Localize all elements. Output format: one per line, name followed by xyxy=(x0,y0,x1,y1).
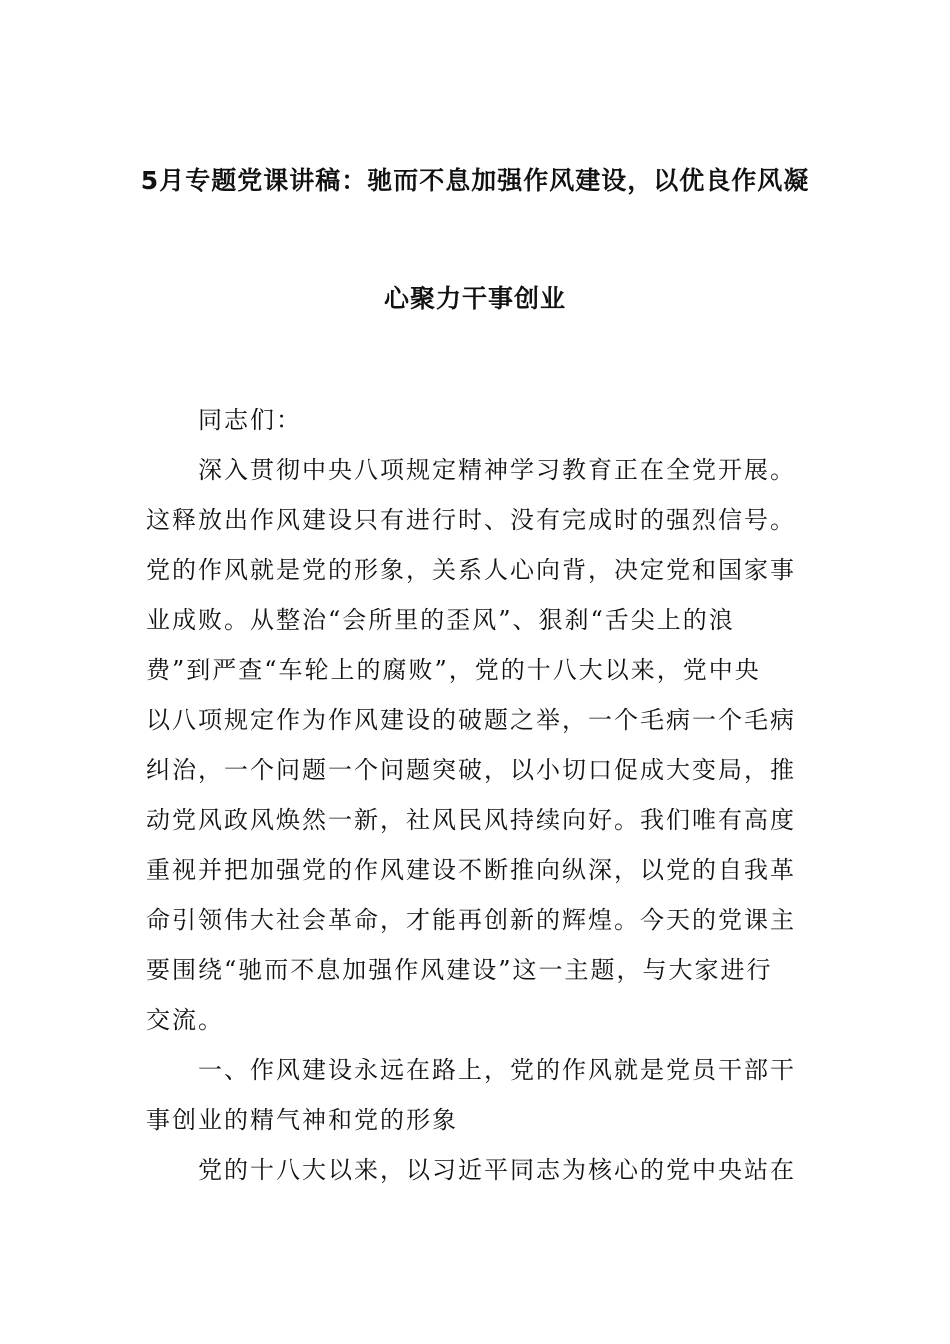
document-body xyxy=(146,395,806,1195)
paragraph-line: 这释放出作风建设只有进行时、没有完成时的强烈信号。 xyxy=(146,506,796,534)
paragraph-line: 交流。 xyxy=(146,1006,224,1034)
heading-line: 一、作风建设永远在路上，党的作风就是党员干部干 xyxy=(198,1056,796,1084)
paragraph-line: 命引领伟大社会革命，才能再创新的辉煌。今天的党课主 xyxy=(146,906,796,934)
paragraph-line: 重视并把加强党的作风建设不断推向纵深，以党的自我革 xyxy=(146,856,796,884)
section-heading-1 xyxy=(146,1045,806,1145)
paragraph-1 xyxy=(146,445,806,1045)
paragraph-line: 纠治，一个问题一个问题突破，以小切口促成大变局，推 xyxy=(146,756,796,784)
paragraph-line: 费”到严查“车轮上的腐败”，党的十八大以来，党中央 xyxy=(146,656,761,684)
paragraph-line: 动党风政风焕然一新，社风民风持续向好。我们唯有高度 xyxy=(146,806,796,834)
paragraph-2 xyxy=(146,1145,806,1195)
document-title-line-2: 心聚力干事创业 xyxy=(383,284,566,313)
heading-line: 事创业的精气神和党的形象 xyxy=(146,1106,458,1134)
paragraph-line: 党的十八大以来，以习近平同志为核心的党中央站在 xyxy=(198,1156,796,1184)
paragraph-line: 深入贯彻中央八项规定精神学习教育正在全党开展。 xyxy=(198,456,796,484)
paragraph-line: 业成败。从整治“会所里的歪风”、狠刹“舌尖上的浪 xyxy=(146,606,735,634)
paragraph-line: 党的作风就是党的形象，关系人心向背，决定党和国家事 xyxy=(146,556,796,584)
paragraph-line: 要围绕“驰而不息加强作风建设”这一主题，与大家进行 xyxy=(146,956,773,984)
salutation: 同志们： xyxy=(198,406,302,434)
document-title-line-1: 5月专题党课讲稿：驰而不息加强作风建设，以优良作风凝 xyxy=(140,166,810,195)
paragraph-line: 以八项规定作为作风建设的破题之举，一个毛病一个毛病 xyxy=(146,706,796,734)
